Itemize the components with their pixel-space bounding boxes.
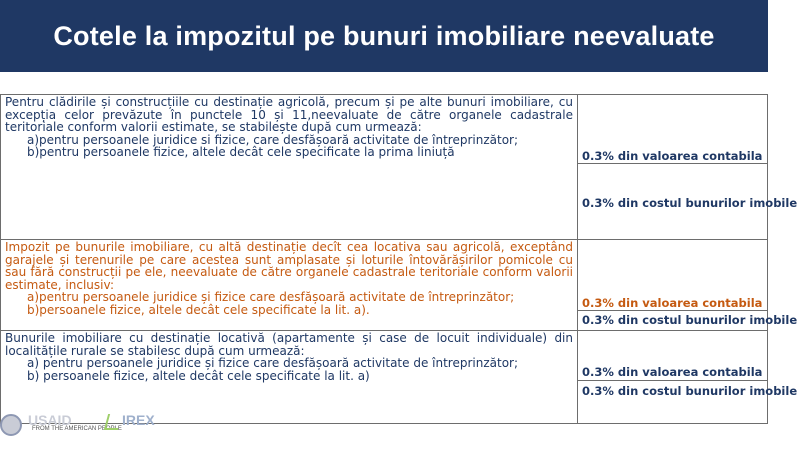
row-2-intro: Impozit pe bunurile imobiliare, cu altă destinație decît cea locativa sau agricolă, exceptând garajele și terenurile pe care acestea sunt amplasate și loturile întovărășirilor pomicole cu sau fără construcții pe ele, neevaluate de către organele cadastrale teritoriale conform valorii estimate, inclusiv: [5,240,573,292]
row-2-item-a: a)pentru persoanele juridice și fizice care desfășoară activitate de întreprinzător; [27,290,515,305]
row-3-intro: Bunurile imobiliare cu destinație locativă (apartamente și case de locuit individuale) din localitățile rurale se stabilesc după cum urmează: [5,331,573,358]
row-2-value-a-cell [577,239,768,311]
tax-rates-table [0,94,797,424]
row-1-item-b: b)pentru persoanele fizice, altele decât cele specificate la prima liniuță [27,145,455,160]
row-2-description [0,239,578,331]
row-3-item-a: a) pentru persoanele juridice și fizice care desfășoară activitate de întreprinzător; [27,356,519,371]
row-3-value-b: 0.3% din costul bunurilor imobile [582,384,797,398]
usaid-tagline: FROM THE AMERICAN PEOPLE [32,426,122,432]
row-1-value-a-cell [577,94,768,164]
row-1-intro: Pentru clădirile și construcțiile cu destinație agricolă, precum și pe alte bunuri imobiliare, cu excepția celor prevăzute în punctele 10 și 11,neevaluate de către organele cadastrale teritoriale conform valorii estimate, se stabilește după cum urmează: [5,95,573,135]
row-2-value-b-cell [577,310,797,331]
row-3-value-b-cell [577,380,797,424]
row-1-item-a: a)pentru persoanele juridice si fizice, care desfășoară activitate de întreprinzător; [27,132,519,147]
page-title: Cotele la impozitul pe bunuri imobiliare neevaluate [53,20,715,51]
row-3-value-a-cell [577,330,768,381]
row-2-value-b: 0.3% din costul bunurilor imobile [582,313,797,327]
irex-logo-text: IREX [122,412,155,428]
usaid-seal-icon [0,414,22,436]
title-banner [0,0,768,72]
usaid-logo-text: USAID [28,412,72,428]
row-1-value-a: 0.3% din valoarea contabila [582,149,763,163]
row-3-value-a: 0.3% din valoarea contabila [582,365,763,379]
row-2-item-b: b)persoanele fizice, altele decât cele specificate la lit. a). [27,302,370,317]
row-3-item-b: b) persoanele fizice, altele decât cele specificate la lit. a) [27,368,370,383]
row-1-value-b-cell [577,163,797,240]
row-1-value-b: 0.3% din costul bunurilor imobile [582,196,797,210]
row-1-description [0,94,578,240]
row-3-description [0,330,578,424]
row-2-value-a: 0.3% din valoarea contabila [582,296,763,310]
